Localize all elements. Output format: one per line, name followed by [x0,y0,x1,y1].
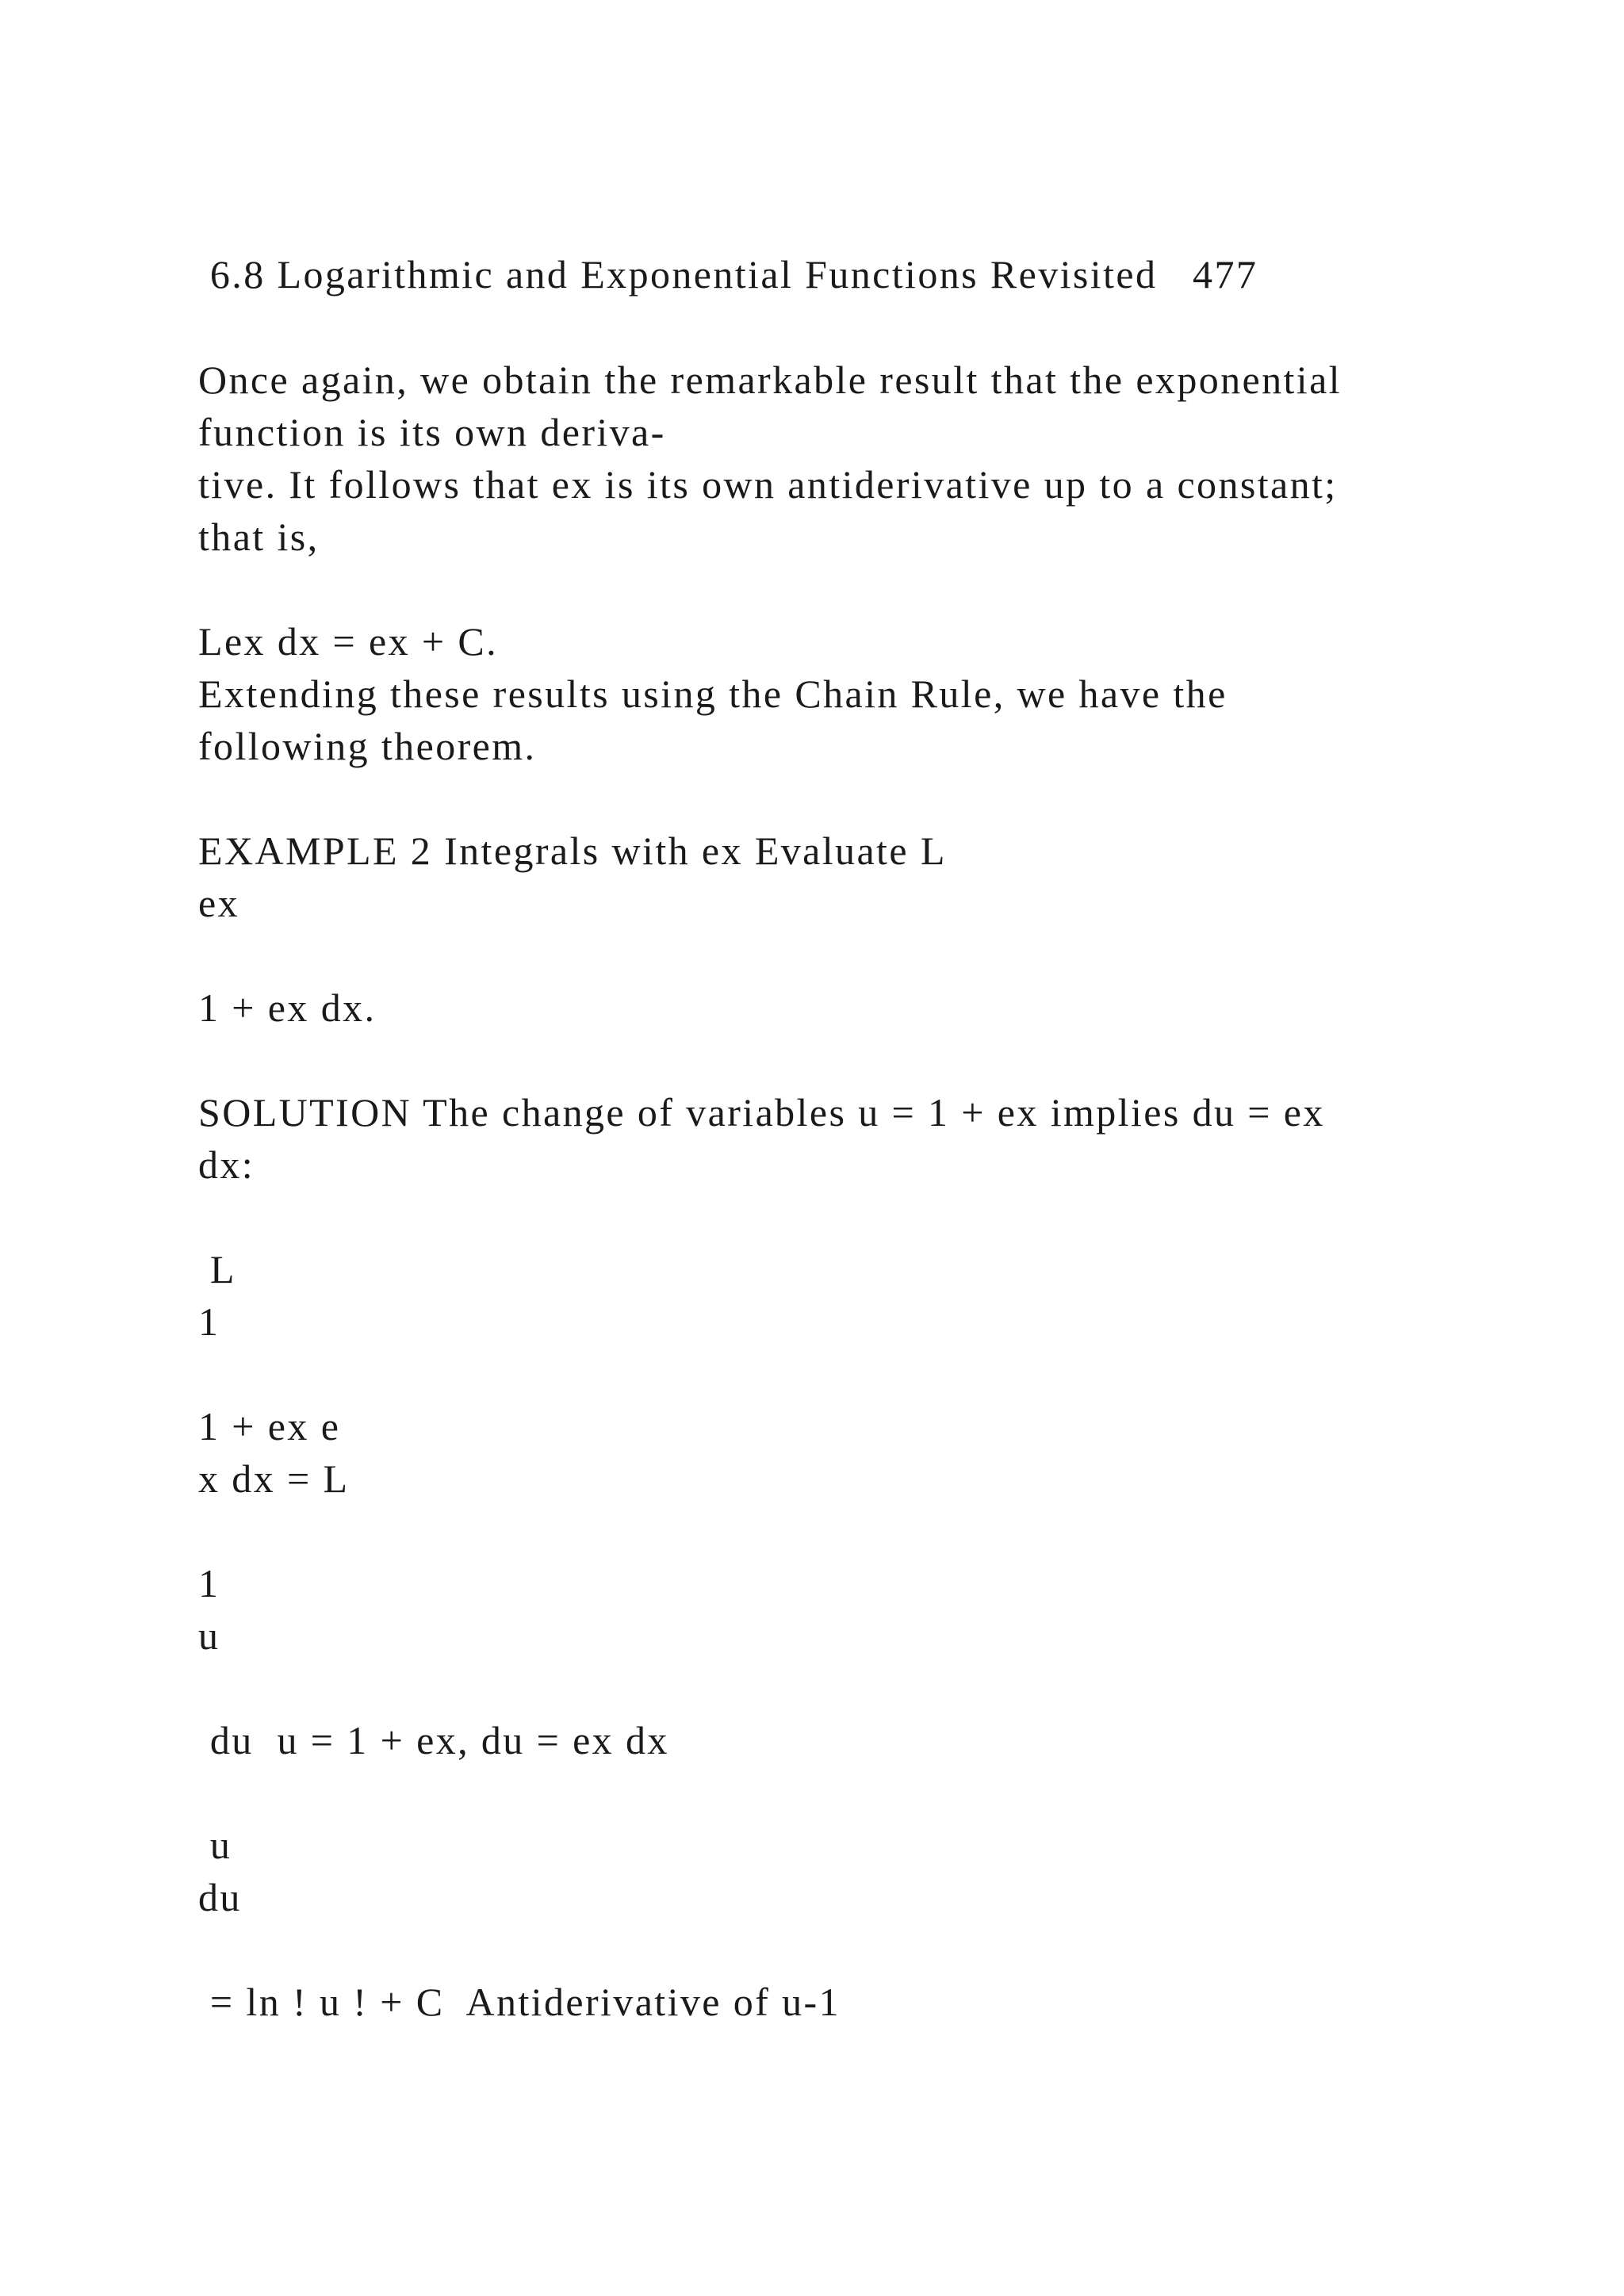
equation-line: = ln ! u ! + C Antiderivative of u-1 [198,1980,841,2024]
solution-line: SOLUTION The change of variables u = 1 + ex implies du = ex [198,1090,1325,1135]
paragraph-line: that is, [198,515,320,559]
equation-line: 1 + ex e [198,1404,341,1448]
equation-line: 1 + ex dx. [198,985,377,1030]
equation-line: 1 [198,1299,220,1344]
equation-line: ex [198,881,239,925]
equation-line: x dx = L [198,1456,350,1501]
example-heading: EXAMPLE 2 Integrals with ex Evaluate L [198,828,947,873]
paragraph-line: tive. It follows that ex is its own antiderivative up to a constant; [198,462,1338,507]
paragraph-line: following theorem. [198,724,537,768]
equation-line: du [198,1875,242,1919]
paragraph-line: Extending these results using the Chain Rule, we have the [198,672,1228,716]
paragraph-line: function is its own deriva- [198,410,666,454]
equation-line: 1 [198,1561,220,1605]
equation-line: du u = 1 + ex, du = ex dx [198,1718,669,1762]
running-head: 6.8 Logarithmic and Exponential Functions Revisited 477 [198,252,1258,297]
equation-line: u [198,1613,220,1658]
equation-line: Lex dx = ex + C. [198,619,499,664]
equation-line: L [198,1247,236,1292]
paragraph-line: Once again, we obtain the remarkable result that the exponential [198,358,1342,402]
solution-line: dx: [198,1142,255,1187]
equation-line: u [198,1823,232,1867]
